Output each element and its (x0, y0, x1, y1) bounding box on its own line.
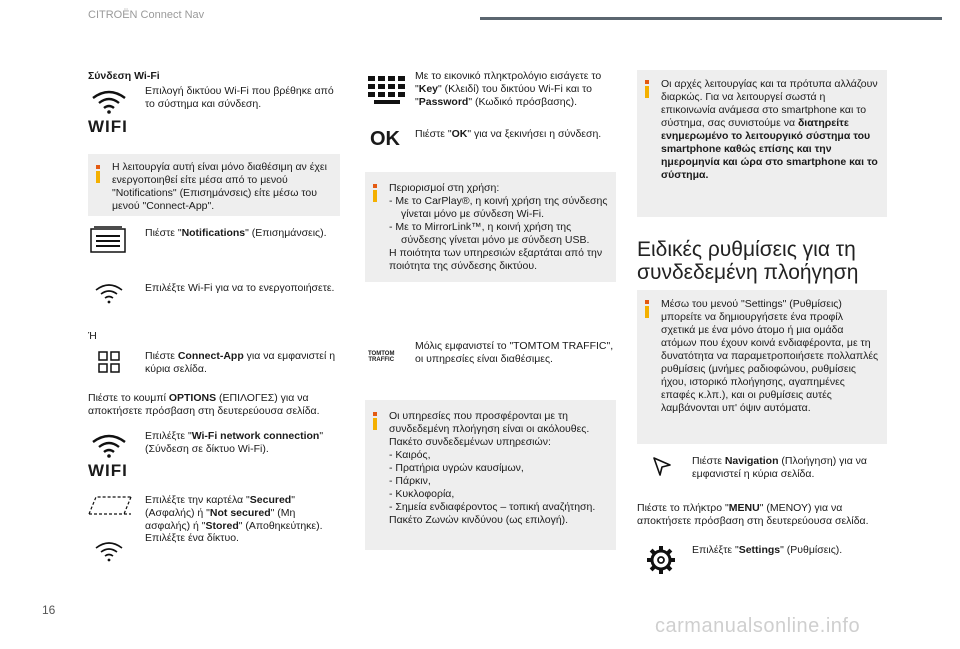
list-item: - Πρατήρια υγρών καυσίμων, (389, 462, 524, 474)
section-title: Ειδικές ρυθμίσεις για τη συνδεδεμένη πλοήγηση (637, 238, 859, 284)
note-smartphone-updates (637, 70, 887, 217)
services-pack-title: Πακέτο συνδεδεμένων υπηρεσιών: (389, 436, 551, 448)
navigation-instruction: Πιέστε Navigation (Πλοήγηση) για να εμφανιστεί η κύρια σελίδα. (692, 455, 867, 480)
tab-instruction: Επιλέξτε την καρτέλα "Secured" (Ασφαλής) ή "Not secured" (Μη ασφαλής) ή "Stored" (Αποθηκεύτηκε). (145, 494, 323, 532)
settings-note-text: Μέσω του μενού "Settings" (Ρυθμίσεις) μπορείτε να δημιουργήσετε ένα προφίλ σχετικά με ένα μόνο άτομο ή μια ομάδα ατόμων που έχουν κοινά ενδιαφέροντα, με τη δυνατότητα να παραμετροποιήσετε πολλαπλές ρυθμίσεις (μνήμες ραδιοφώνου, ρυθμίσεις ήχου, ιστορικό πλοήγησης, αγαπημένες επαφές κ.λπ.), και οι ρυθμίσεις αυτές λαμβάνονται υπ' όψιν αυτόματα. (661, 298, 879, 414)
list-item: - Κυκλοφορία, (389, 488, 455, 500)
note-settings-profiles (637, 290, 887, 444)
tip-text: Οι αρχές λειτουργίας και τα πρότυπα αλλάζουν διαρκώς. Για να λειτουργεί σωστά η επικοινωνία ανάμεσα στο smartphone και το σύστημα, σας συνιστούμε να διατηρείτε ενημερωμένο το λειτουργικό σύστημα του smartphone καθώς επίσης και την ημερομηνία και ώρα στο smartphone και το σύστημα. (661, 78, 878, 181)
wifi-label: WIFI (88, 117, 128, 136)
wifi-label: WIFI (88, 461, 128, 480)
list-item: - Με το MirrorLink™, η κοινή χρήση της σύνδεσης γίνεται μόνο με σύνδεση USB. (389, 221, 590, 246)
tomtom-text: Μόλις εμφανιστεί το "TOMTOM TRAFFIC", οι υπηρεσίες είναι διαθέσιμες. (415, 340, 614, 365)
note-usage-limits (365, 172, 616, 282)
tomtom-traffic-icon: TOMTOM TRAFFIC (368, 351, 395, 363)
wifi-signal-icon (94, 282, 124, 308)
wifi-network-icon (88, 432, 130, 478)
danger-zones-pack: Πακέτο Ζωνών κινδύνου (ως επιλογή). (389, 514, 569, 526)
list-item: - Καιρός, (389, 449, 431, 461)
menu-instruction: Πιέστε το πλήκτρο "MENU" (ΜΕΝΟΥ) για να αποκτήσετε πρόσβαση στη δευτερεύουσα σελίδα. (637, 502, 869, 527)
header-divider (480, 17, 942, 20)
connect-app-icon (98, 351, 120, 377)
wifi-text: Επιλογή δικτύου Wi-Fi που βρέθηκε από το σύστημα και σύνδεση. (145, 85, 334, 110)
services-intro: Οι υπηρεσίες που προσφέρονται με τη συνδεδεμένη πλοήγηση είναι οι ακόλουθες. (389, 410, 590, 435)
ok-icon: OK (370, 128, 400, 150)
note-text: Η λειτουργία αυτή είναι μόνο διαθέσιμη αν έχει ενεργοποιηθεί είτε μέσα από το μενού "Notifications" (Επισημάνσεις) είτε μέσω του μενού "Connect-App". (112, 161, 327, 212)
page-number: 16 (42, 603, 56, 617)
wifi-select-icon (94, 540, 124, 566)
wifi-icon (88, 88, 130, 134)
ok-instruction: Πιέστε "OK" για να ξεκινήσει η σύνδεση. (415, 128, 602, 140)
keyboard-icon (368, 76, 406, 108)
navigation-icon (651, 456, 673, 482)
limits-title: Περιορισμοί στη χρήση: (389, 182, 500, 194)
list-item: - Πάρκιν, (389, 475, 431, 487)
settings-instruction: Επιλέξτε "Settings" (Ρυθμίσεις). (692, 544, 843, 556)
note-connected-services (365, 400, 616, 550)
select-network-text: Επιλέξτε ένα δίκτυο. (145, 532, 239, 544)
wifi-activate-text: Επιλέξτε Wi-Fi για να το ενεργοποιήσετε. (145, 282, 335, 294)
connect-app-instruction: Πιέστε Connect-App για να εμφανιστεί η κύρια σελίδα. (145, 350, 336, 375)
notifications-instruction: Πιέστε "Notifications" (Επισημάνσεις). (145, 227, 327, 239)
wifi-heading: Σύνδεση Wi-Fi (88, 70, 160, 82)
or-label: Ή (88, 330, 97, 342)
tab-icon (88, 495, 132, 519)
note-wifi-availability (88, 154, 340, 216)
notifications-icon (90, 226, 126, 258)
list-item: - Με το CarPlay®, η κοινή χρήση της σύνδεσης γίνεται μόνο με σύνδεση Wi-Fi. (389, 195, 608, 220)
network-connection-instruction: Επιλέξτε "Wi-Fi network connection" (Σύνδεση σε δίκτυο Wi-Fi). (145, 430, 324, 455)
settings-gear-icon (646, 545, 676, 579)
limits-footnote: Η ποιότητα των υπηρεσιών εξαρτάται από την ποιότητα της σύνδεσης δικτύου. (389, 247, 603, 272)
watermark: carmanualsonline.info (655, 615, 861, 637)
manual-title: CITROËN Connect Nav (88, 9, 205, 21)
options-instruction: Πιέστε το κουμπί OPTIONS (ΕΠΙΛΟΓΕΣ) για να αποκτήσετε πρόσβαση στη δευτερεύουσα σελίδα. (88, 392, 320, 417)
keyboard-instruction: Με το εικονικό πληκτρολόγιο εισάγετε το "Key" (Κλειδί) του δικτύου Wi-Fi και το "Password" (Κωδικό πρόσβασης). (415, 70, 602, 108)
list-item: - Σημεία ενδιαφέροντος – τοπική αναζήτηση. (389, 501, 596, 513)
